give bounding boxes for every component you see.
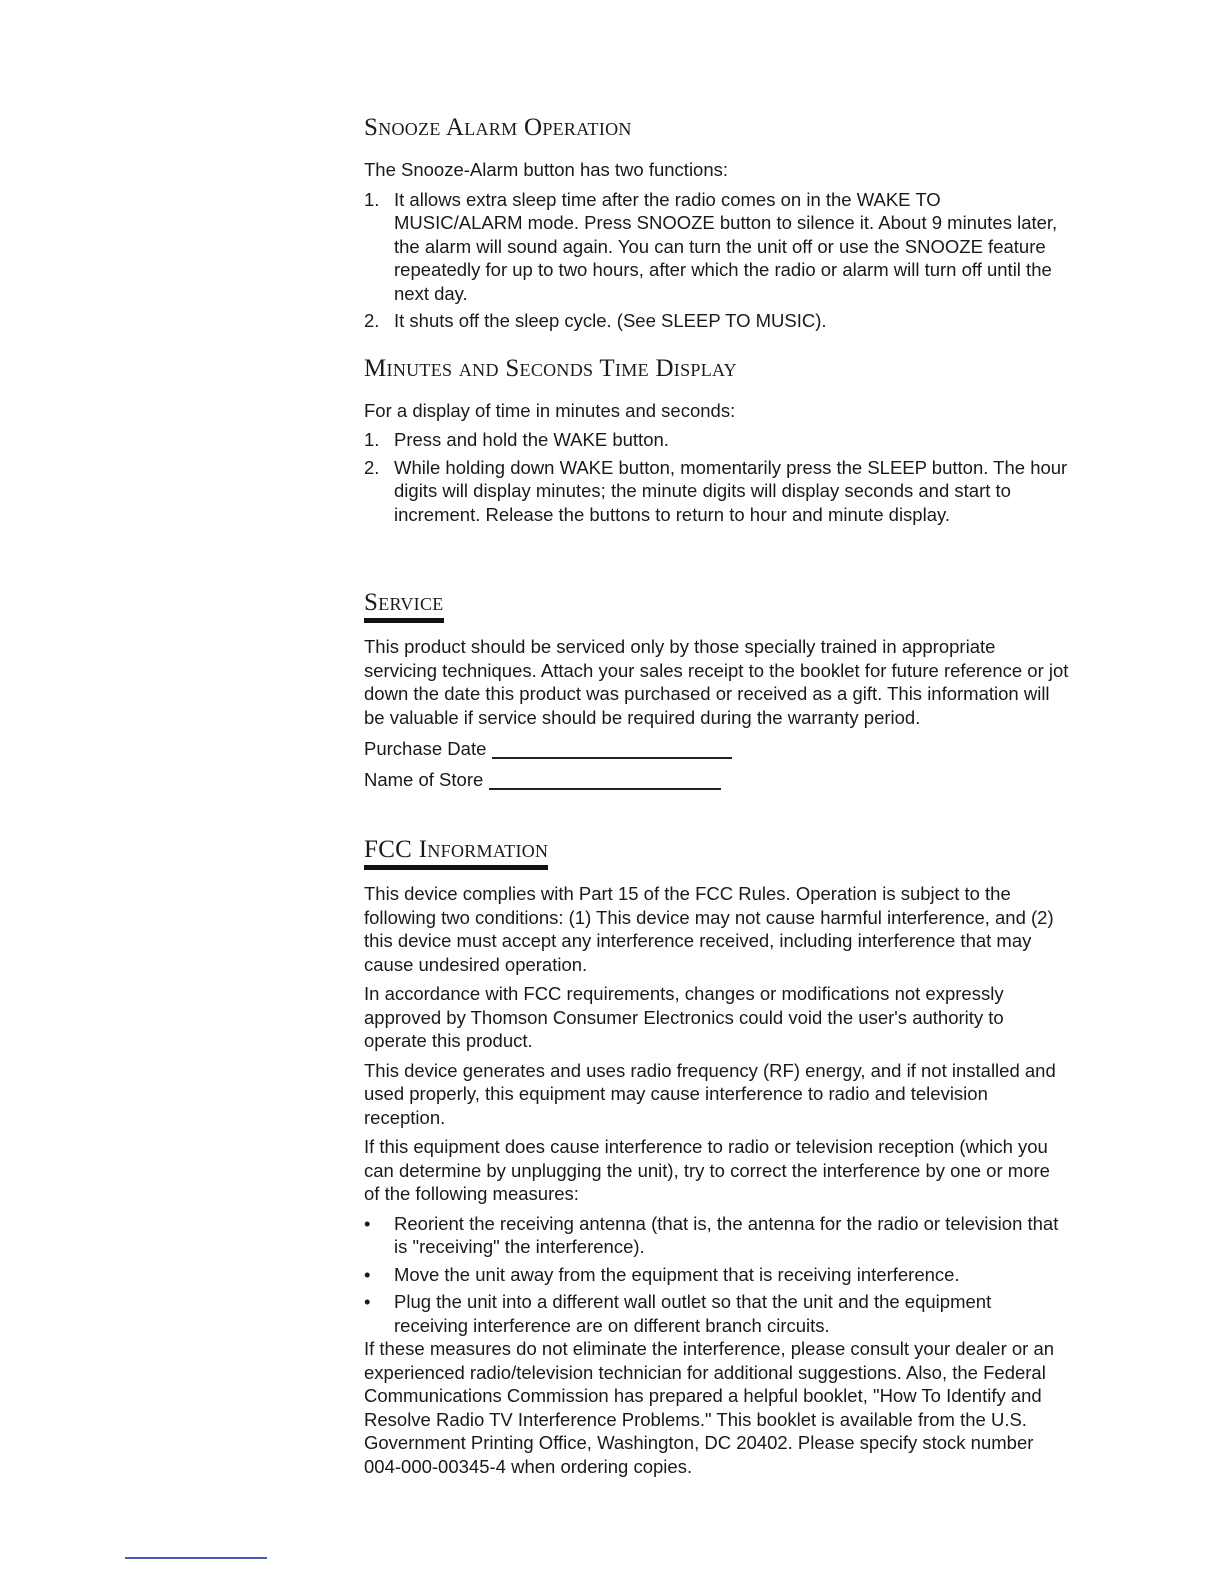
fcc-paragraph-1: This device complies with Part 15 of the FCC Rules. Operation is subject to the following two conditions: (1) This device may not cause harmful interference, and (2) this device must accept any interference received, including interference that may cause undesired operation. [364,883,1054,975]
store-name-line [489,787,721,790]
list-number: 2. [364,456,380,478]
list-number: 2. [364,310,380,331]
minutes-section [364,351,1069,527]
list-item [364,1263,1069,1287]
list-item-text: It shuts off the sleep cycle. (See SLEEP TO MUSIC). [394,310,827,331]
footer-rule [125,1557,267,1559]
list-item [364,188,1069,306]
minutes-heading: Minutes and Seconds Time Display [364,354,737,382]
snooze-heading: Snooze Alarm Operation [364,114,632,141]
list-item [364,456,1069,527]
purchase-date-line [492,756,732,759]
list-number: 1. [364,429,380,450]
snooze-section [364,110,1069,333]
service-section [364,588,1069,795]
fcc-section [364,835,1069,1478]
fcc-paragraph-5: If these measures do not eliminate the interference, please consult your dealer or an experienced radio/television technician for additional suggestions. Also, the Federal Communications Commission has prepared a helpful booklet, "How To Identify and Resolve Radio TV Interference Problems." This booklet is available from the U.S. Government Printing Office, Washington, DC 20402. Please specify stock number 004-000-00345-4 when ordering copies. [364,1338,1055,1477]
bullet-marker: • [364,1291,371,1312]
list-item-text: It allows extra sleep time after the radio comes on in the WAKE TO MUSIC/ALARM mode. Press SNOOZE button to silence it. About 9 minutes later, the alarm will sound again. You can turn the unit off or use the SNOOZE feature repeatedly for up to two hours, after which the radio or alarm will turn off until the next day. [394,188,1058,304]
fcc-paragraph-4: If this equipment does cause interference to radio or television reception (which you can determine by unplugging the unit), try to correct the interference by one or more of the following measures: [364,1136,1050,1204]
minutes-list [364,428,1069,526]
list-item [364,1290,1069,1337]
store-name-field [364,764,1069,795]
list-item [364,428,1069,452]
fcc-paragraph-3: This device generates and uses radio frequency (RF) energy, and if not installed and used properly, this equipment may cause interference to radio and television reception. [364,1059,1056,1128]
service-body: This product should be serviced only by those specially trained in appropriate servicing techniques. Attach your sales receipt to the booklet for future reference or jot down the date this product was purchased or received as a gift. This information will be valuable if service should be required during the warranty period. [364,636,1069,728]
purchase-date-field [364,733,1069,764]
list-item [364,1212,1069,1259]
list-item [364,309,1069,333]
list-item-text: Move the unit away from the equipment that is receiving interference. [394,1263,960,1285]
store-name-label: Name of Store [364,769,484,790]
fcc-heading: FCC Information [364,835,548,870]
snooze-intro: The Snooze-Alarm button has two functions: [364,159,729,180]
list-item-text: Press and hold the WAKE button. [394,429,669,450]
list-item-text: Reorient the receiving antenna (that is, the antenna for the radio or television that is "receiving" the interference). [394,1212,1059,1257]
purchase-date-label: Purchase Date [364,738,487,759]
manual-page [364,110,1069,1478]
bullet-marker: • [364,1212,371,1234]
list-item-text: While holding down WAKE button, momentarily press the SLEEP button. The hour digits will display minutes; the minute digits will display seconds and start to increment. Release the buttons to return to hour and minute display. [394,456,1068,525]
minutes-intro: For a display of time in minutes and seconds: [364,399,736,421]
list-item-text: Plug the unit into a different wall outlet so that the unit and the equipment receiving interference are on different branch circuits. [394,1291,992,1336]
snooze-list [364,188,1069,333]
service-heading: Service [364,588,444,623]
list-number: 1. [364,188,380,210]
fcc-paragraph-2: In accordance with FCC requirements, changes or modifications not expressly approved by Thomson Consumer Electronics could void the user's authority to operate this product. [364,983,1004,1051]
bullet-marker: • [364,1263,371,1285]
fcc-measures-list [364,1212,1069,1338]
